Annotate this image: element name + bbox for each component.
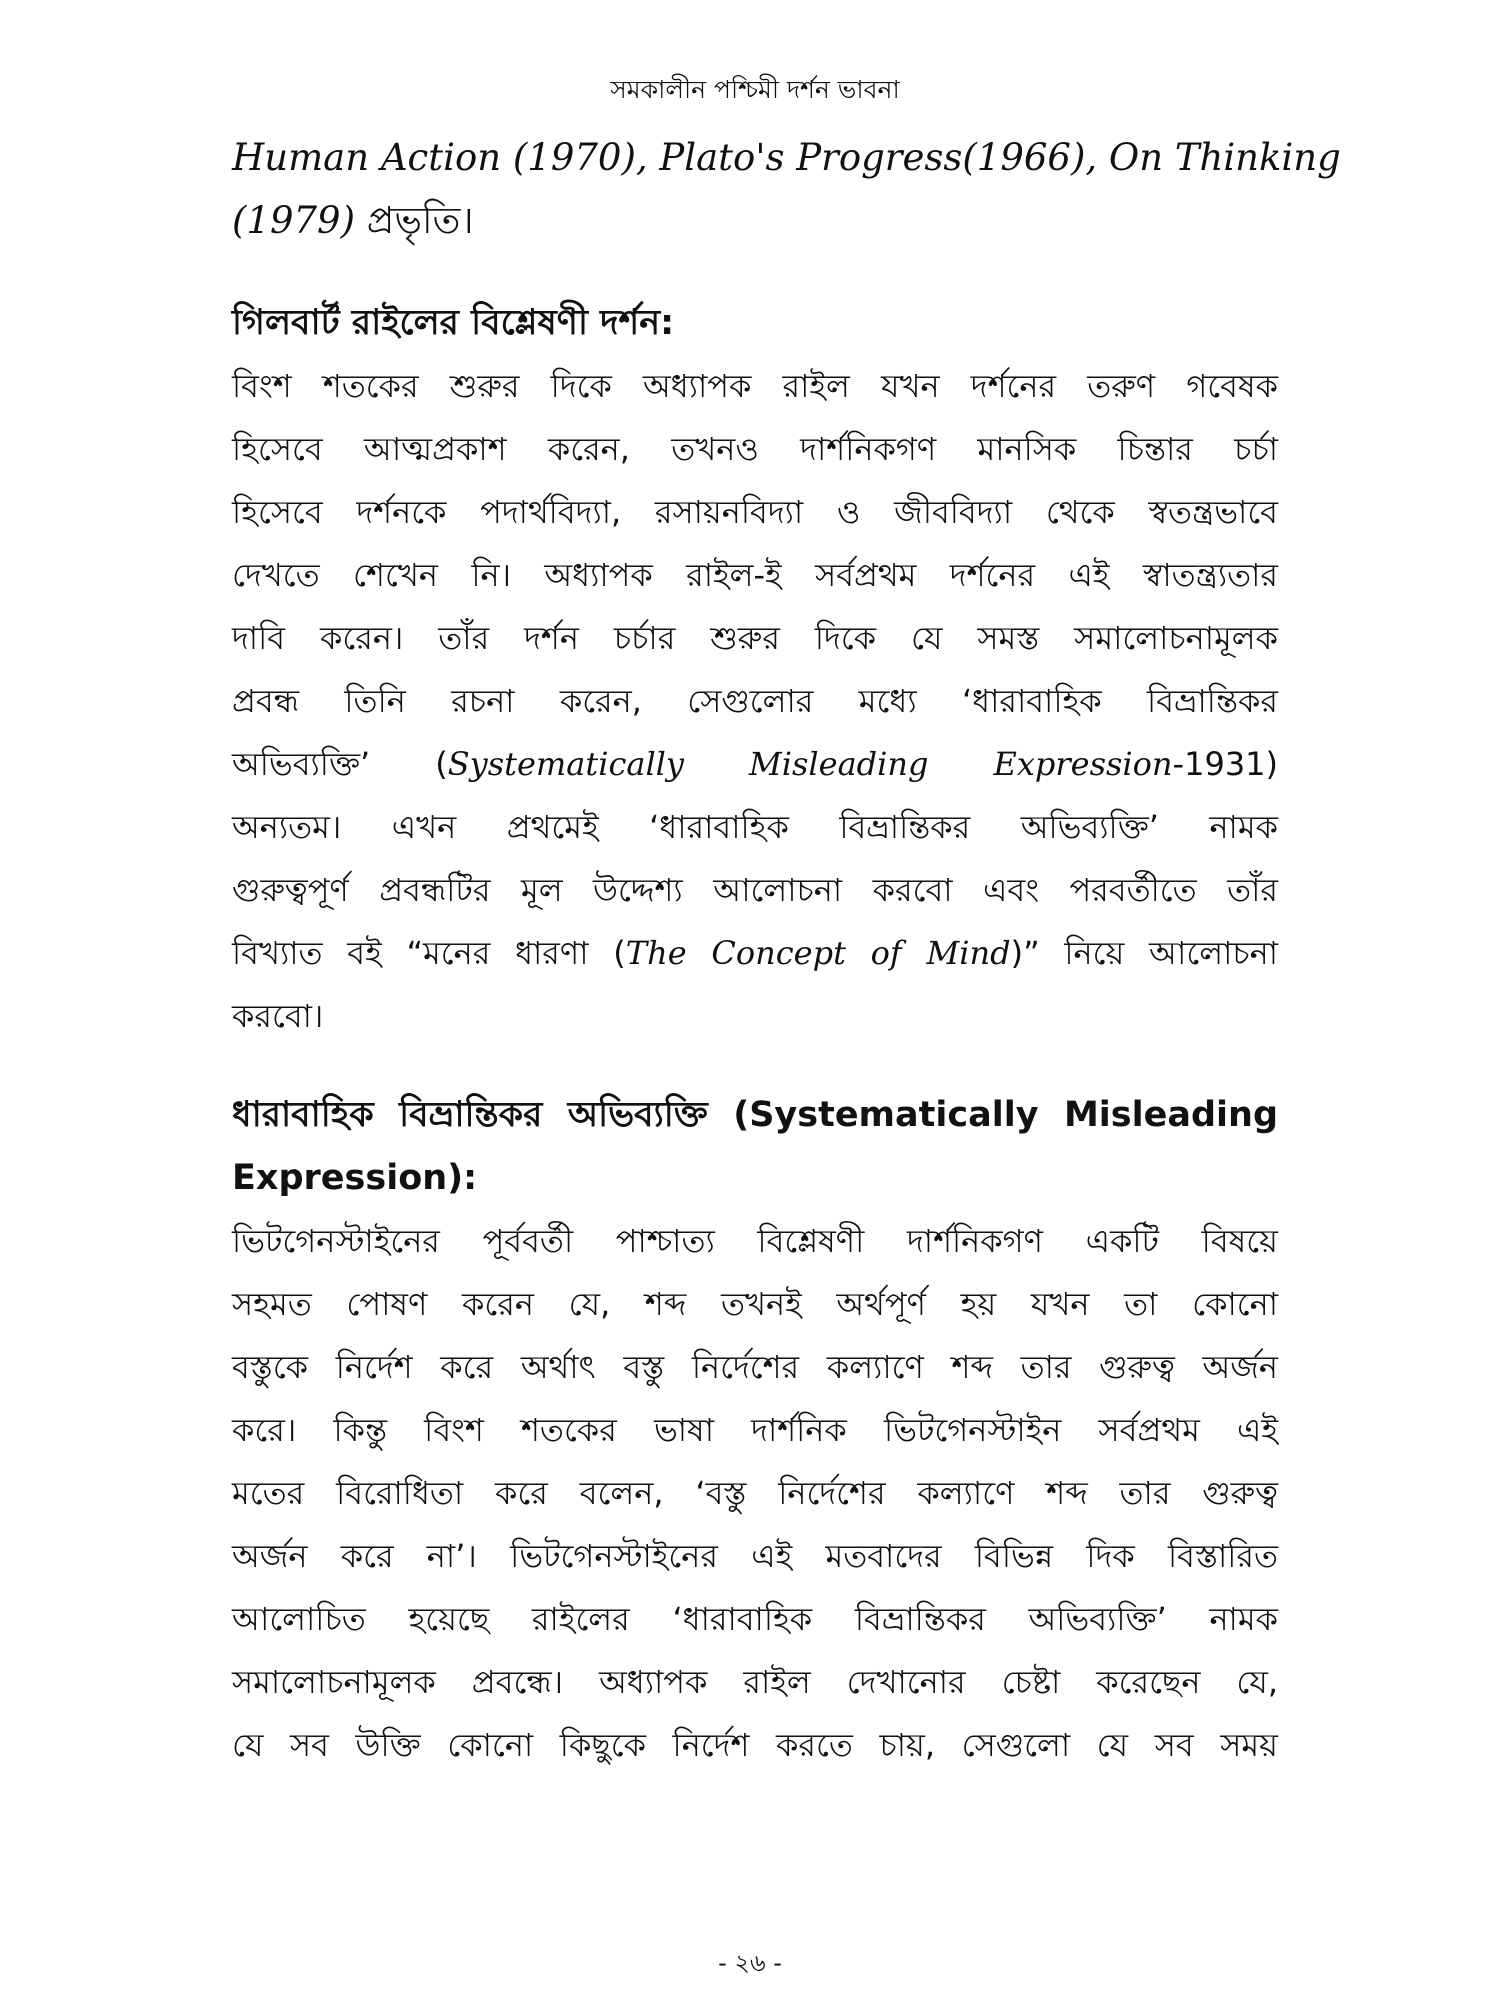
paragraph-italic-title: Systematically Misleading Expression [447, 745, 1173, 783]
paragraph-line: হিসেবে আত্মপ্রকাশ করেন, তখনও দার্শনিকগণ মানসিক চিন্তার চর্চা [232, 430, 1278, 468]
paragraph-line: প্রবন্ধ তিনি রচনা করেন, সেগুলোর মধ্যে ‘ধারাবাহিক বিভ্রান্তিকর [232, 682, 1278, 720]
paragraph-line: আলোচিত হয়েছে রাইলের ‘ধারাবাহিক বিভ্রান্তিকর অভিব্যক্তি’ নামক [232, 1600, 1278, 1638]
paragraph-line: ভিটগেনস্টাইনের পূর্ববর্তী পাশ্চাত্য বিশ্লেষণী দার্শনিকগণ একটি বিষয়ে [232, 1222, 1278, 1260]
paragraph-text: -1931) [1172, 745, 1279, 783]
paragraph-text: )” নিয়ে আলোচনা [1010, 934, 1279, 972]
intro-line-rest: প্রভৃতি। [355, 199, 474, 242]
intro-line: Human Action (1970), Plato's Progress(1966), On Thinking [232, 136, 1341, 179]
paragraph-line [232, 733, 1278, 796]
running-head: সমকালীন পশ্চিমী দর্শন ভাবনা [610, 75, 900, 104]
intro-paragraph [232, 126, 1341, 252]
paragraph-line: সহমত পোষণ করেন যে, শব্দ তখনই অর্থপূর্ণ হয় যখন তা কোনো [232, 1285, 1278, 1323]
paragraph-line [232, 922, 1278, 985]
paragraph-line: গুরুত্বপূর্ণ প্রবন্ধটির মূল উদ্দেশ্য আলোচনা করবো এবং পরবর্তীতে তাঁর [232, 871, 1278, 909]
paragraph-line: করবো। [232, 997, 324, 1035]
paragraph-line: করে। কিন্তু বিংশ শতকের ভাষা দার্শনিক ভিটগেনস্টাইন সর্বপ্রথম এই [232, 1411, 1278, 1449]
paragraph-italic-title: The Concept of Mind [625, 934, 1011, 972]
paragraph-line: অন্যতম। এখন প্রথমেই ‘ধারাবাহিক বিভ্রান্তিকর অভিব্যক্তি’ নামক [232, 808, 1278, 846]
paragraph-line: দাবি করেন। তাঁর দর্শন চর্চার শুরুর দিকে যে সমস্ত সমালোচনামূলক [232, 619, 1278, 657]
paragraph-line: বিংশ শতকের শুরুর দিকে অধ্যাপক রাইল যখন দর্শনের তরুণ গবেষক [232, 367, 1278, 405]
paragraph-text: বিখ্যাত বই “মনের ধারণা ( [232, 934, 626, 972]
intro-title-year: (1979) [232, 199, 356, 242]
paragraph-line: বস্তুকে নির্দেশ করে অর্থাৎ বস্তু নির্দেশের কল্যাণে শব্দ তার গুরুত্ব অর্জন [232, 1348, 1278, 1386]
intro-line [232, 189, 1278, 252]
section-systematically-misleading [232, 1084, 1278, 1777]
page-number: - ২৬ - [718, 1949, 782, 1977]
paragraph-text: অভিব্যক্তি’ ( [232, 745, 448, 783]
paragraph-line: হিসেবে দর্শনকে পদার্থবিদ্যা, রসায়নবিদ্যা ও জীববিদ্যা থেকে স্বতন্ত্রভাবে [232, 493, 1278, 531]
paragraph-line: মতের বিরোধিতা করে বলেন, ‘বস্তু নির্দেশের কল্যাণে শব্দ তার গুরুত্ব [232, 1474, 1278, 1512]
paragraph-line: যে সব উক্তি কোনো কিছুকে নির্দেশ করতে চায়, সেগুলো যে সব সময় [232, 1726, 1278, 1764]
section-heading: গিলবার্ট রাইলের বিশ্লেষণী দর্শন: [232, 303, 675, 343]
section-heading: ধারাবাহিক বিভ্রান্তিকর অভিব্যক্তি (Systematically Misleading [232, 1095, 1278, 1135]
paragraph-line: সমালোচনামূলক প্রবন্ধে। অধ্যাপক রাইল দেখানোর চেষ্টা করেছেন যে, [232, 1663, 1278, 1701]
paragraph-line: অর্জন করে না’। ভিটগেনস্টাইনের এই মতবাদের বিভিন্ন দিক বিস্তারিত [232, 1537, 1278, 1575]
paragraph-line: দেখতে শেখেন নি। অধ্যাপক রাইল-ই সর্বপ্রথম দর্শনের এই স্বাতন্ত্র্যতার [232, 556, 1278, 594]
section-ryle-analytic-philosophy [232, 292, 1278, 1048]
section-heading: Expression): [232, 1158, 478, 1198]
